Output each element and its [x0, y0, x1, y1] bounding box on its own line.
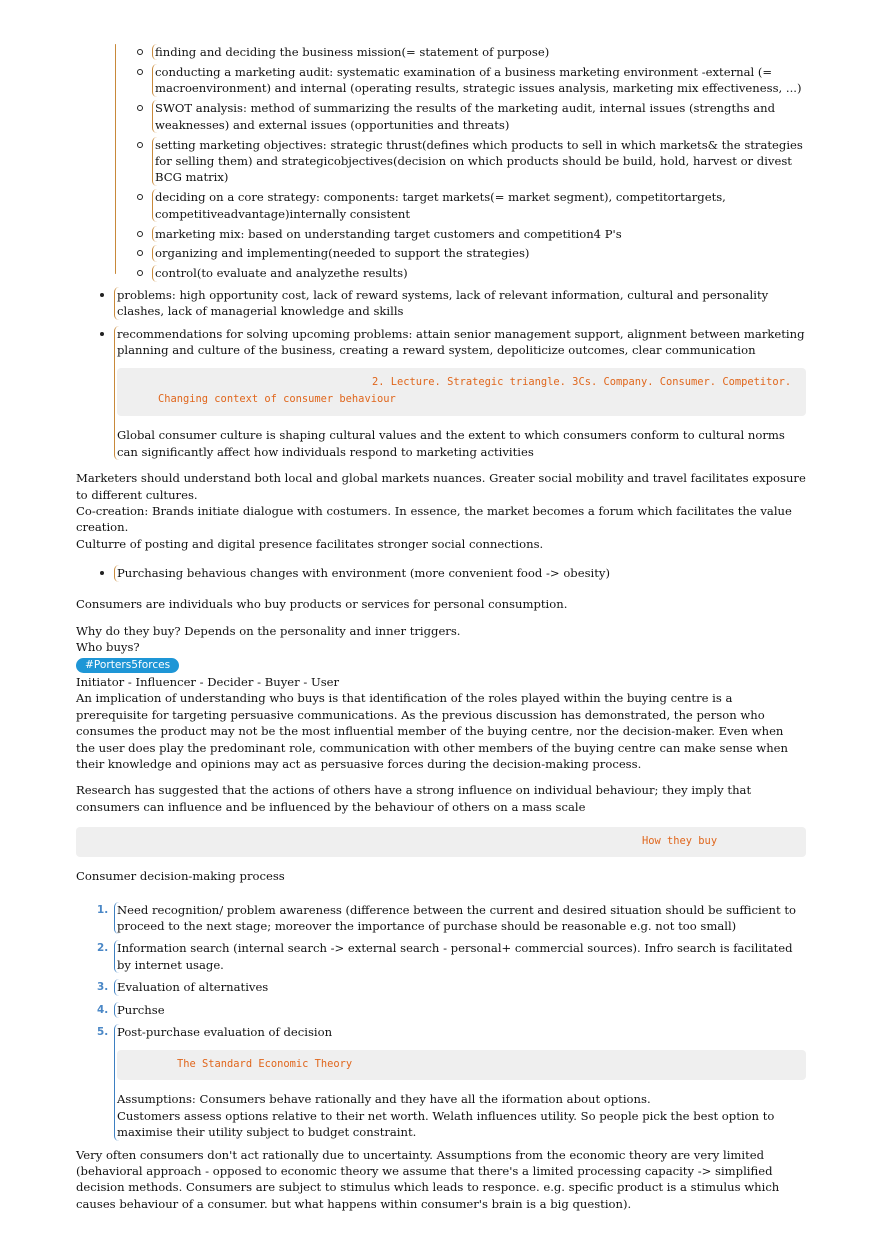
list-item: Purchasing behavious changes with environment (more convenient food -> obesity) [114, 565, 806, 581]
paragraph: Marketers should understand both local and global markets nuances. Greater social mobility and travel facilitates exposure to different cultures. [76, 471, 806, 502]
paragraph: Very often consumers don't act rationally due to uncertainty. Assumptions from the economic theory are very limited (behavioral approach - opposed to economic theory we assume that there's a limited processing capacity -> simplified decision methods. Consumers are subject to stimulus which leads to responce. e.g. specific product is a stimulus which causes behaviour of a consumer. but what happens within consumer's brain is a big question). [76, 1147, 780, 1211]
nesting-guide-line [115, 44, 116, 274]
list-item: 5. Post-purchase evaluation of decision The Standard Economic Theory Assumptions: Consumers behave rationally and they have all the iformation about options. Customers assess options relative to their net worth. Welath influences utility. So people pick the best option to maximise their utility subject to budget constraint. [114, 1024, 806, 1141]
list-item: 1. Need recognition/ problem awareness (difference between the current and desired situation should be sufficient to proceed to the next stage; moreover the importance of purchase should be reasonable e.g. not too small) [114, 902, 806, 935]
list-item: conducting a marketing audit: systematic examination of a business marketing environment -external (= macroenvironment) and internal (operating results, strategic issues analysis, marketing mix effectiveness, ...) [152, 64, 806, 97]
bullet-list [76, 565, 806, 581]
assumptions-text: Customers assess options relative to their net worth. Welath influences utility. So people pick the best option to maximise their utility subject to budget constraint. [117, 1108, 775, 1140]
hashtag-badge[interactable]: #Porters5forces [76, 658, 179, 673]
bullet-list [76, 287, 806, 460]
document-page [76, 44, 806, 1212]
step-text: Post-purchase evaluation of decision [117, 1024, 333, 1039]
numbered-list [76, 902, 806, 1141]
paragraph: Consumer decision-making process [76, 869, 285, 884]
recommendations-text: recommendations for solving upcoming problems: attain senior management support, alignment between marketing planning and culture of the business, creating a reward system, depoliticize outcomes, clear communication [117, 326, 805, 357]
list-item: 3. Evaluation of alternatives [114, 979, 806, 995]
problems-bullet: problems: high opportunity cost, lack of reward systems, lack of relevant information, cultural and personality clashes, lack of managerial knowledge and skills [114, 287, 806, 320]
paragraph: An implication of understanding who buys is that identification of the roles played within the buying centre is a prerequisite for targeting persuasive communications. As the previous discussion has demonstrated, the person who consumes the product may not be the most influential member of the buying centre, nor the decision-maker. Even when the user does play the predominant role, communication with other members of the buying centre can make sense when their knowledge and opinions may act as persuasive forces during the decision-making process. [76, 691, 789, 771]
code-block [76, 827, 806, 857]
list-item: finding and deciding the business mission(= statement of purpose) [152, 44, 806, 60]
code-line: Changing context of consumer behaviour [158, 393, 396, 406]
list-item: control(to evaluate and analyzethe results) [152, 265, 806, 281]
paragraph: Research has suggested that the actions of others have a strong influence on individual behaviour; they imply that consumers can influence and be influenced by the behaviour of others on a mass scale [76, 783, 752, 814]
list-item: deciding on a core strategy: components: target markets(= market segment), competitortargets, competitiveadvantage)internally consistent [152, 189, 806, 222]
list-item: marketing mix: based on understanding target customers and competition4 P's [152, 226, 806, 242]
paragraph: Culturre of posting and digital presence facilitates stronger social connections. [76, 536, 544, 551]
global-culture-text: Global consumer culture is shaping cultural values and the extent to which consumers conform to cultural norms can significantly affect how individuals respond to marketing activities [117, 428, 785, 459]
recommendations-bullet [114, 326, 806, 461]
code-line: The Standard Economic Theory [177, 1058, 353, 1071]
paragraph: Initiator - Influencer - Decider - Buyer - User [76, 674, 340, 689]
list-item: SWOT analysis: method of summarizing the results of the marketing audit, internal issues (strengths and weaknesses) and external issues (opportunities and threats) [152, 100, 806, 133]
list-item: 4. Purchse [114, 1002, 806, 1018]
paragraph: Consumers are individuals who buy products or services for personal consumption. [76, 596, 568, 611]
paragraph: Why do they buy? Depends on the personality and inner triggers. [76, 624, 461, 639]
list-item: 2. Information search (internal search -> external search - personal+ commercial sources). Infro search is facilitated by internet usage. [114, 940, 806, 973]
list-item: organizing and implementing(needed to support the strategies) [152, 245, 806, 261]
assumptions-text: Assumptions: Consumers behave rationally and they have all the iformation about options. [117, 1092, 651, 1107]
paragraph: Co-creation: Brands initiate dialogue with costumers. In essence, the market becomes a forum which facilitates the value creation. [76, 504, 792, 535]
list-item: setting marketing objectives: strategic thrust(defines which products to sell in which markets& the strategies for selling them) and strategicobjectives(decision on which products should be build, hold, harvest or divest BCG matrix) [152, 137, 806, 186]
paragraph: Who buys? [76, 640, 140, 655]
sub-bullet-list [152, 44, 806, 282]
code-block [117, 1050, 806, 1080]
code-line: 2. Lecture. Strategic triangle. 3Cs. Company. Consumer. Competitor. [372, 376, 792, 389]
code-line: How they buy [642, 835, 718, 848]
code-block [117, 368, 806, 416]
